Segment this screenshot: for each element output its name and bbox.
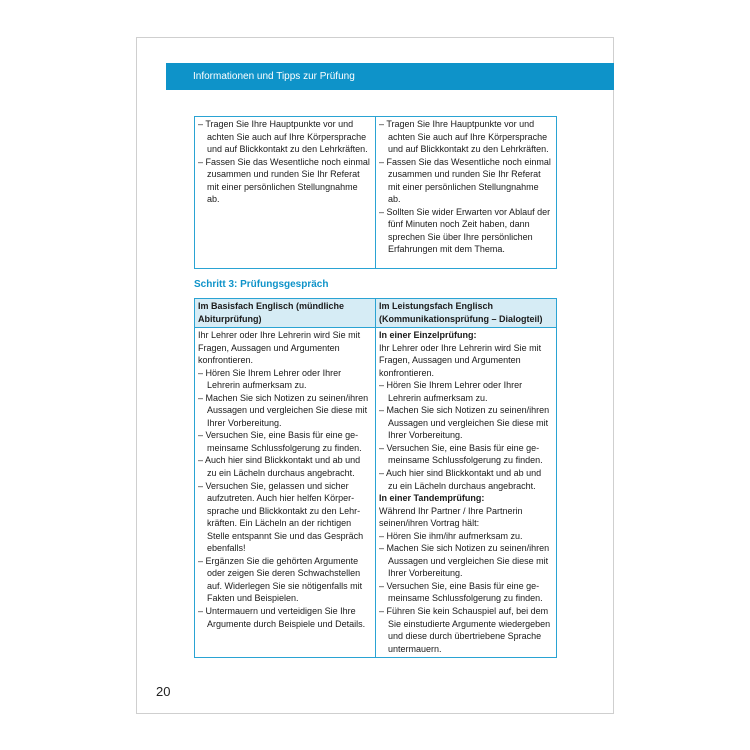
intro-text: Ihr Lehrer oder Ihre Lehrerin wird Sie mit Fragen, Aussagen und Argumenten konfrontieren.: [198, 330, 361, 366]
list-item: – Tragen Sie Ihre Hauptpunkte vor und achten Sie auch auf Ihre Körpersprache und auf Blickkontakt zu den Lehrkräften.: [379, 119, 549, 155]
column-header-leistung: Im Leistungsfach Englisch (Kommunikationsprüfung – Dialogteil): [376, 299, 557, 328]
list-item: – Untermauern und verteidigen Sie Ihre Argumente durch Beispiele und Details.: [198, 606, 366, 629]
table-cell-leistung: [376, 117, 557, 269]
list-item: – Fassen Sie das Wesentliche noch einmal zusammen und runden Sie Ihr Referat mit einer persönlichen Stellungnahme ab.: [198, 156, 370, 205]
list-item: – Hören Sie Ihrem Lehrer oder Ihrer Lehrerin aufmerksam zu.: [379, 380, 523, 403]
table-header-row: [195, 299, 557, 328]
subheading-einzelpruefung: In einer Einzelprüfung:: [379, 330, 477, 340]
list-item: – Versuchen Sie, eine Basis für eine gemeinsame Schlussfolgerung zu finden.: [379, 580, 543, 604]
table-row: [195, 328, 557, 658]
list-item: – Tragen Sie Ihre Hauptpunkte vor und achten Sie auch auf Ihre Körpersprache und auf Blickkontakt zu den Lehrkräften.: [198, 119, 368, 155]
header-title: Informationen und Tipps zur Prüfung: [193, 71, 355, 82]
table-cell-leistung: [376, 328, 557, 658]
list-item: – Versuchen Sie, eine Basis für eine gemeinsame Schlussfolgerung zu finden.: [379, 442, 543, 466]
presentation-tips-table: [194, 116, 557, 269]
column-header-basis: Im Basisfach Englisch (mündliche Abiturprüfung): [195, 299, 376, 328]
intro-text: Während Ihr Partner / Ihre Partnerin seinen/ihren Vortrag hält:: [379, 505, 523, 529]
list-item: – Hören Sie ihm/ihr aufmerksam zu.: [379, 530, 523, 541]
list-item: – Auch hier sind Blickkontakt und ab und zu ein Lächeln durchaus angebracht.: [379, 468, 542, 491]
intro-text: Ihr Lehrer oder Ihre Lehrerin wird Sie mit Fragen, Aussagen und Argumenten konfrontieren.: [379, 342, 542, 378]
list-item: – Versuchen Sie, eine Basis für eine gemeinsame Schlussfolgerung zu finden.: [198, 430, 362, 453]
list-item: – Hören Sie Ihrem Lehrer oder Ihrer Lehrerin aufmerksam zu.: [198, 367, 342, 391]
list-item: – Machen Sie sich Notizen zu seinen/ihren Aussagen und vergleichen Sie diese mit Ihrer Vorbereitung.: [379, 405, 550, 441]
table-row: [195, 117, 557, 269]
subheading-tandempruefung: In einer Tandemprüfung:: [379, 493, 485, 504]
list-item: – Fassen Sie das Wesentliche noch einmal zusammen und runden Sie Ihr Referat mit einer persönlichen Stellungnahme ab.: [379, 156, 551, 205]
table-cell-basis: [195, 328, 376, 658]
list-item: – Machen Sie sich Notizen zu seinen/ihren Aussagen und vergleichen Sie diese mit Ihrer Vorbereitung.: [198, 392, 369, 428]
list-item: – Führen Sie kein Schauspiel auf, bei dem Sie einstudierte Argumente wiedergeben und diese durch übertriebene Sprache untermauern.: [379, 606, 551, 654]
exam-conversation-table: [194, 298, 557, 658]
table-cell-basis: [195, 117, 376, 269]
section-title: Schritt 3: Prüfungsgespräch: [194, 279, 329, 290]
list-item: – Machen Sie sich Notizen zu seinen/ihren Aussagen und vergleichen Sie diese mit Ihrer Vorbereitung.: [379, 543, 550, 579]
page-number: 20: [156, 684, 171, 699]
list-item: – Auch hier sind Blickkontakt und ab und zu ein Lächeln durchaus angebracht.: [198, 455, 361, 479]
list-item: – Sollten Sie wider Erwarten vor Ablauf der fünf Minuten noch Zeit haben, dann sprechen Sie über Ihre persönlichen Erfahrungen mit dem Thema.: [379, 206, 551, 255]
header-bar: [166, 63, 614, 90]
list-item: – Versuchen Sie, gelassen und sicher aufzutreten. Auch hier helfen Körpersprache und Blickkontakt zu den Lehrkräften. Ein Lächeln an der richtigen Stelle entspannt Sie und das Gespräch ebenfalls!: [198, 480, 364, 554]
list-item: – Ergänzen Sie die gehörten Argumente oder zeigen Sie deren Schwachstellen auf. Widerlegen Sie sie nötigenfalls mit Fakten und Beispielen.: [198, 555, 363, 604]
